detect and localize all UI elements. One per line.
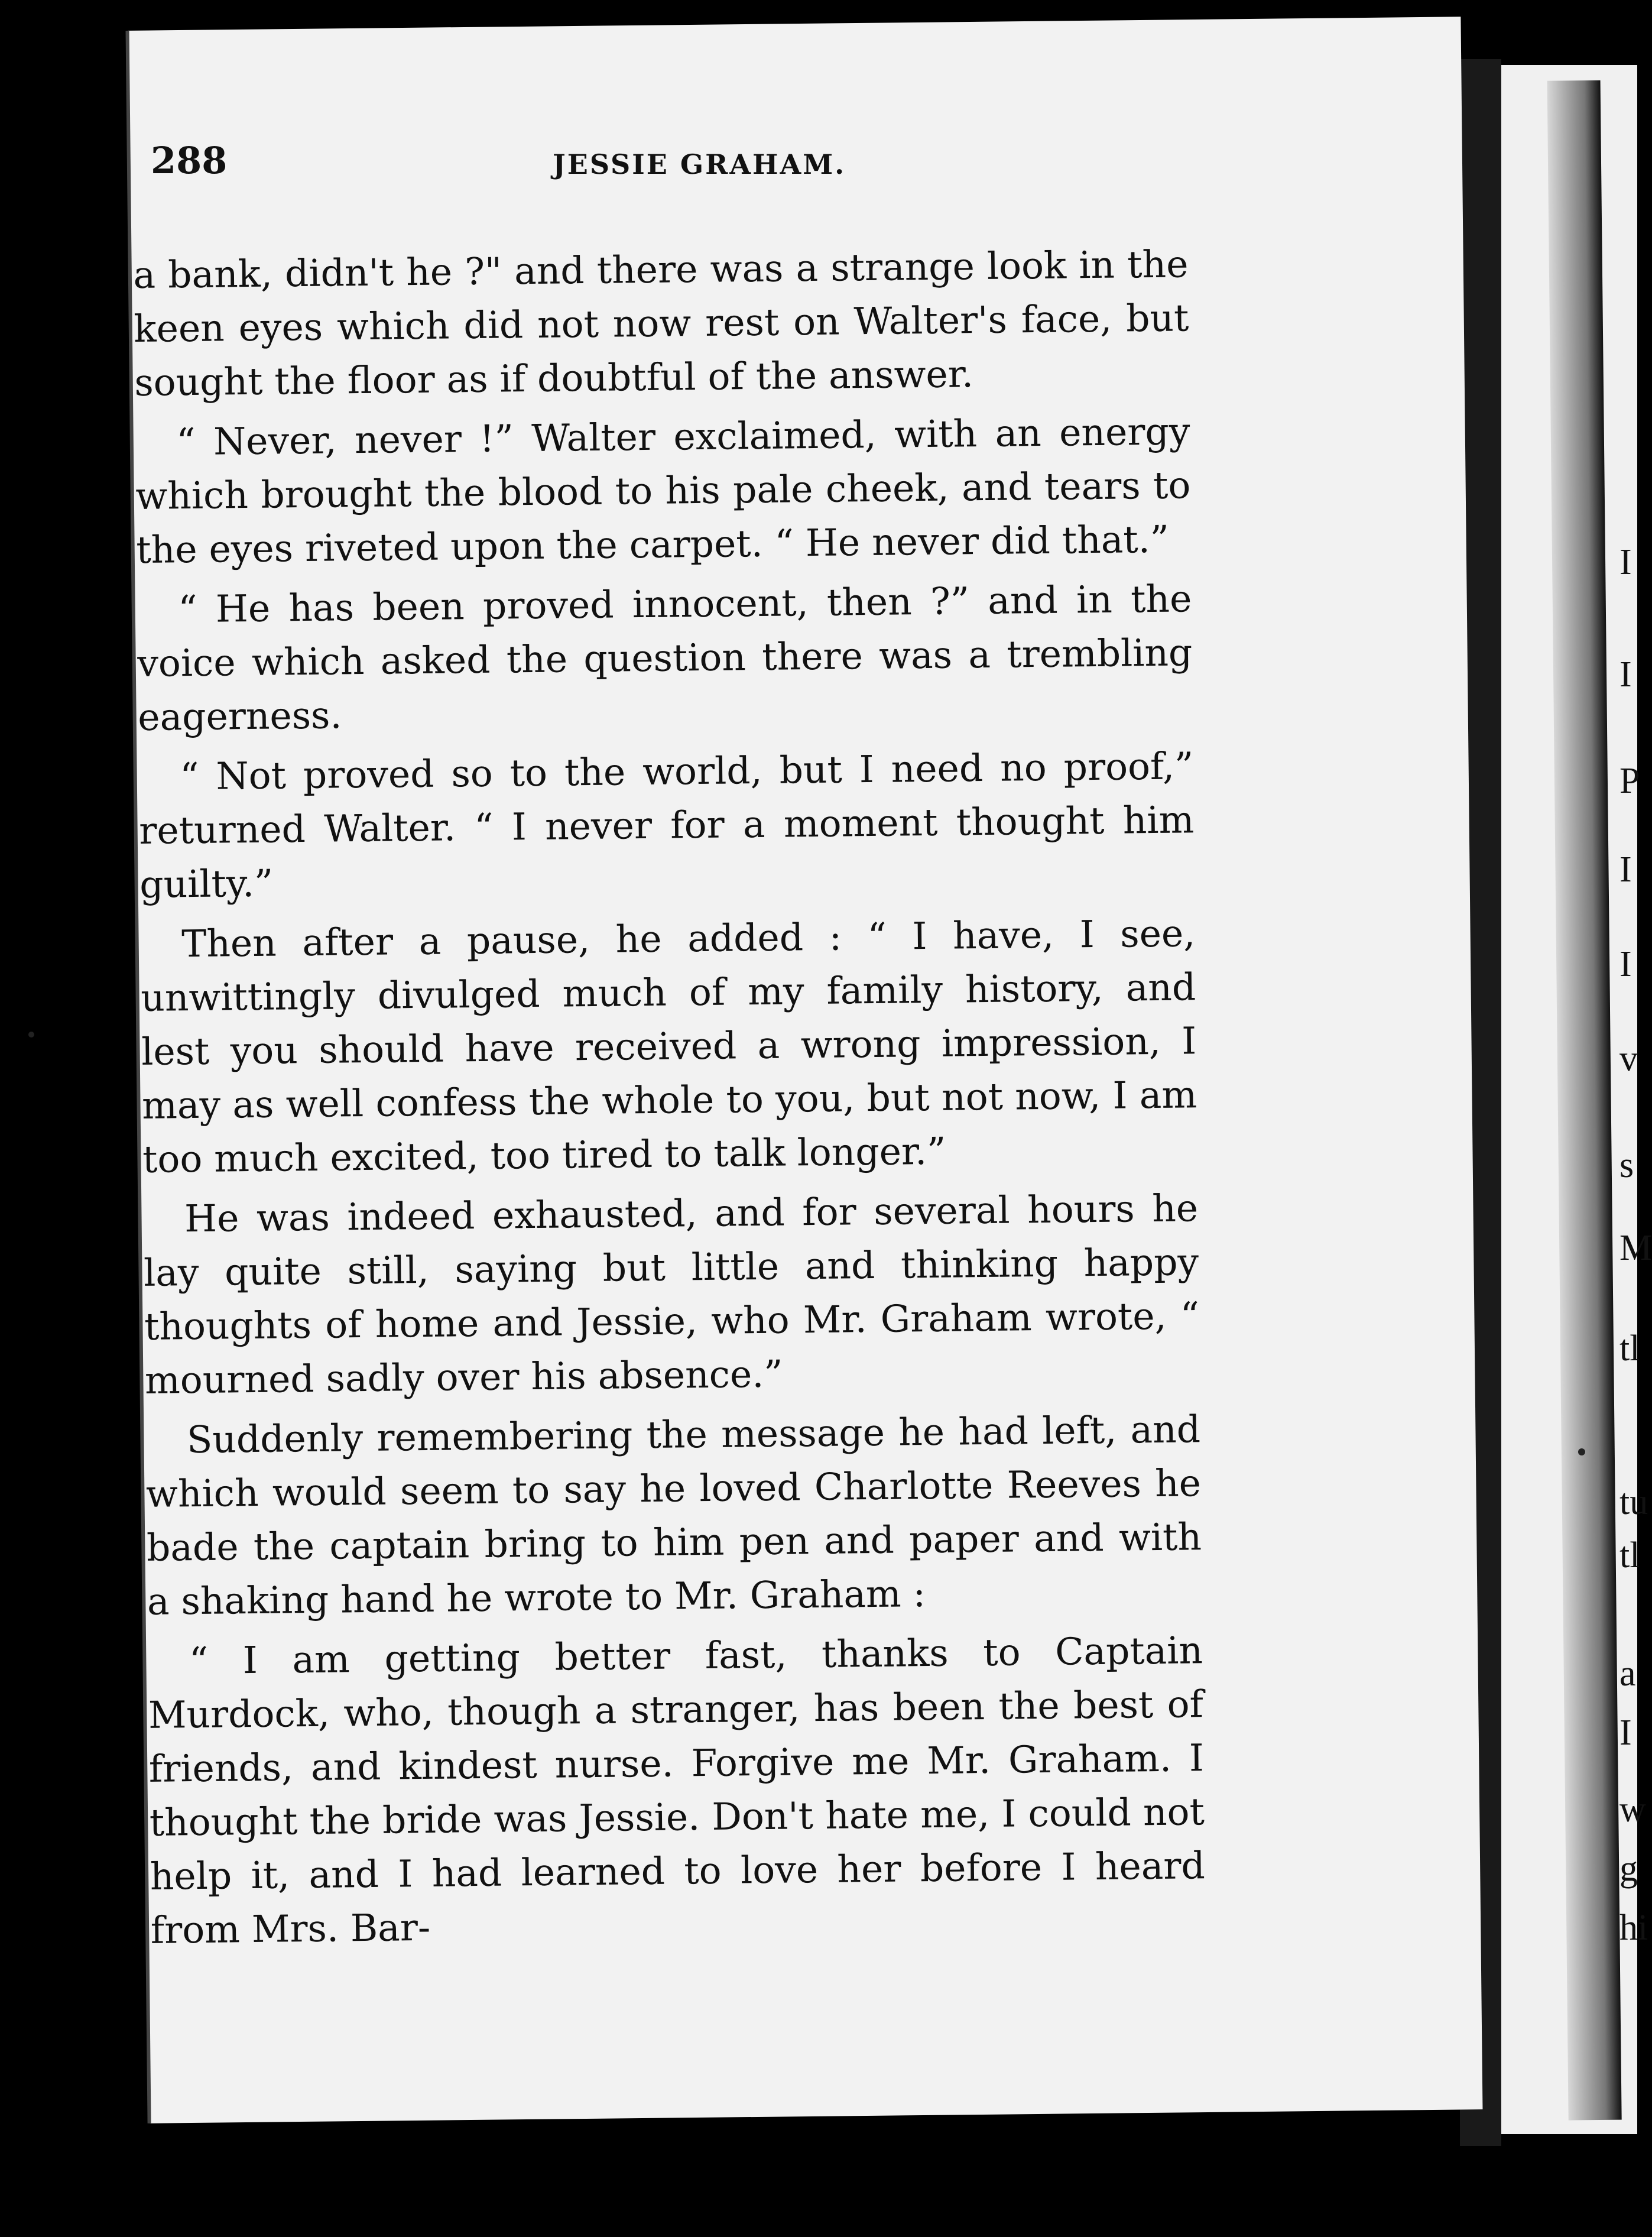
next-page-fragment: a (1619, 1654, 1636, 1694)
next-page-fragment: w (1619, 1789, 1646, 1830)
next-page-fragment: tl (1619, 1328, 1640, 1369)
page-number: 288 (151, 139, 228, 182)
next-page-fragment: tl (1619, 1535, 1640, 1575)
next-page-fragment: g (1619, 1849, 1638, 1889)
next-page-fragment: hi (1619, 1908, 1648, 1948)
next-page-fragment: I (1619, 1713, 1632, 1753)
paragraph: Suddenly remembering the message he had left, and which would seem to say he loved Charlotte Reeves he bade the captain bring to him pen and paper and with a shaking hand he wrote to Mr. Graham : (145, 1408, 1202, 1623)
next-page-fragment: I (1619, 850, 1632, 890)
paragraph: “ He has been proved innocent, then ?” and in the voice which asked the question there was a trembling eagerness. (137, 577, 1193, 739)
next-page-fragment: tu (1619, 1482, 1648, 1522)
paragraph: “ I am getting better fast, thanks to Captain Murdock, who, though a stranger, has been the best of friends, and kindest nurse. Forgive me Mr. Graham. I thought the bride was Jessie. Don't hate me, I could not help it, and I had learned to love her before I heard from Mrs. Bar- (148, 1629, 1206, 1952)
next-page-fragment: I (1619, 654, 1632, 695)
next-page-fragment: M (1619, 1228, 1652, 1268)
page-header (151, 139, 978, 198)
body-text (133, 237, 1206, 1963)
paragraph: “ Never, never !” Walter exclaimed, with an energy which brought the blood to his pale cheek, and tears to the eyes riveted upon the carpet. “ He never did that.” (135, 410, 1191, 572)
paragraph: He was indeed exhausted, and for several hours he lay quite still, saying but little and thinking happy thoughts of home and Jessie, who Mr. Graham wrote, “ mourned sadly over his absence.” (143, 1186, 1200, 1402)
next-page-fragment: I (1619, 542, 1632, 582)
ink-speck (28, 1032, 34, 1038)
next-page-fragment: I (1619, 944, 1632, 984)
ink-speck (1578, 1448, 1585, 1455)
paragraph: a bank, didn't he ?" and there was a strange look in the keen eyes which did not now rest on Walter's face, but sought the floor as if doubtful of the answer. (133, 242, 1189, 404)
paragraph: Then after a pause, he added : “ I have, I see, unwittingly divulged much of my family history, and lest you should have received a wrong impression, I may as well confess the whole to you, but not now, I am too much excited, too tired to talk longer.” (140, 912, 1197, 1181)
next-page-fragment: P (1619, 761, 1640, 801)
paragraph: “ Not proved so to the world, but I need no proof,” returned Walter. “ I never for a moment thought him guilty.” (138, 744, 1195, 906)
running-title: JESSIE GRAHAM. (553, 148, 846, 180)
next-page-fragment: v (1619, 1039, 1638, 1079)
next-page-fragment: s (1619, 1145, 1634, 1185)
